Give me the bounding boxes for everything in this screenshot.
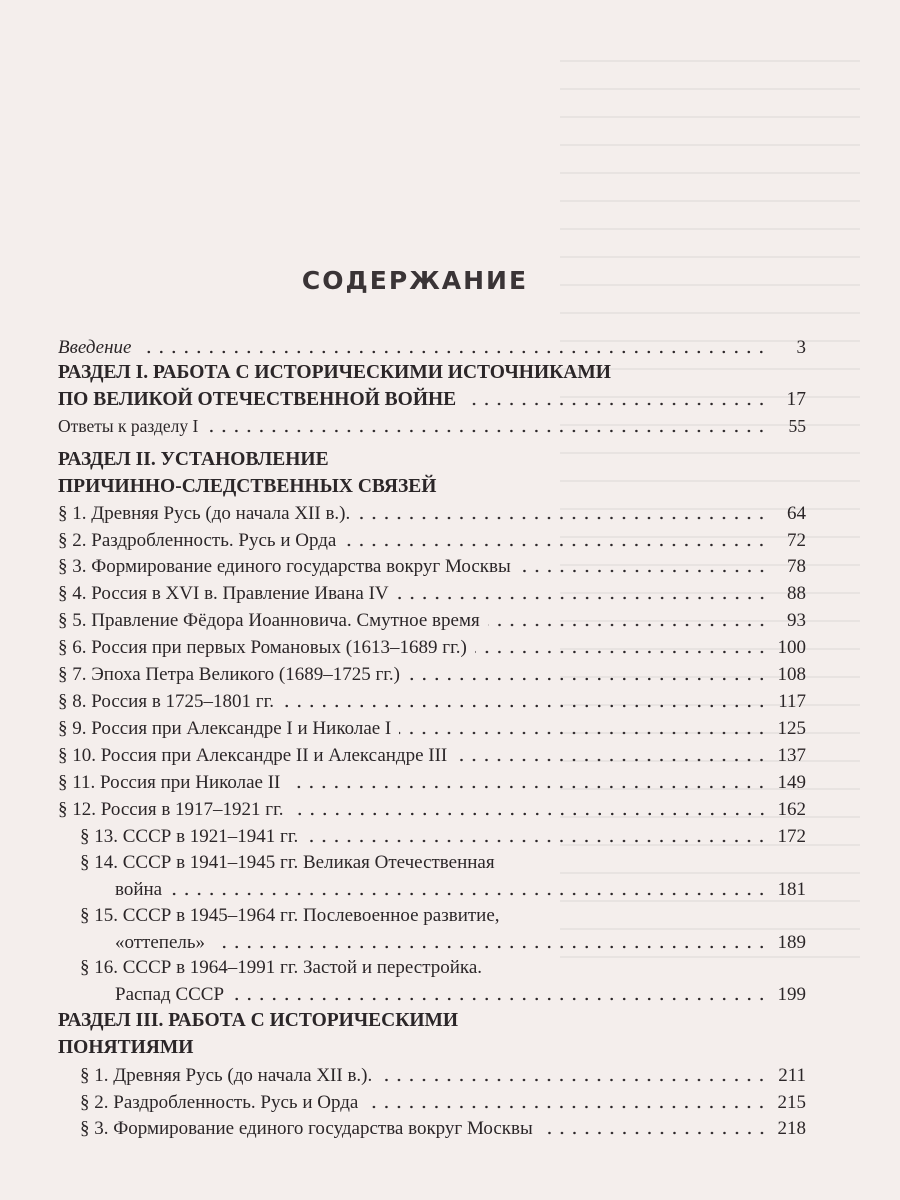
dot-leader: [139, 350, 768, 354]
toc-entry-title: РАЗДЕЛ I. РАБОТА С ИСТОРИЧЕСКИМИ ИСТОЧНИКАМИ: [58, 362, 611, 383]
page-number: 93: [787, 610, 806, 631]
page-number: 125: [777, 718, 806, 739]
toc-entry-title: § 6. Россия при первых Романовых (1613–1689 гг.): [58, 637, 467, 658]
toc-entry: [58, 334, 806, 361]
page-number: 72: [787, 530, 806, 551]
page-number: 100: [777, 637, 806, 658]
page-number: 211: [778, 1065, 806, 1086]
toc-entry: [58, 715, 806, 742]
page-number: 78: [787, 556, 806, 577]
page-number: 64: [787, 503, 806, 524]
toc-entry-title: § 15. СССР в 1945–1964 гг. Послевоенное развитие,: [80, 905, 500, 926]
toc-entry-title: § 1. Древняя Русь (до начала XII в.).: [80, 1065, 373, 1086]
toc-entry-title: § 3. Формирование единого государства вокруг Москвы: [58, 556, 511, 577]
toc-entry: [80, 1062, 806, 1089]
toc-entry-title: Введение: [58, 337, 132, 358]
page-number: 199: [777, 983, 806, 1005]
toc-entry-title: § 2. Раздробленность. Русь и Орда: [80, 1092, 359, 1113]
toc-entry: [80, 1115, 806, 1142]
dot-leader: [488, 623, 768, 627]
dot-leader: [232, 997, 768, 1001]
toc-entry: [80, 823, 806, 850]
dot-leader: [358, 516, 768, 520]
toc-entry-title: ПО ВЕЛИКОЙ ОТЕЧЕСТВЕННОЙ ВОЙНЕ: [58, 388, 457, 410]
page-number: 117: [778, 691, 806, 712]
page-title: СОДЕРЖАНИЕ: [301, 266, 529, 295]
toc-entry-title: § 12. Россия в 1917–1921 гг.: [58, 799, 284, 820]
toc-entry: [58, 580, 806, 607]
toc-entry-title: § 5. Правление Фёдора Иоанновича. Смутное время: [58, 610, 480, 631]
toc-entry-title: § 11. Россия при Николае II: [58, 772, 281, 793]
dot-leader: [399, 731, 768, 735]
page-number: 172: [777, 826, 806, 847]
toc-entry: [80, 902, 806, 929]
dot-leader: [366, 1105, 768, 1109]
page-number: 162: [777, 799, 806, 820]
toc-entry: [58, 527, 806, 554]
toc-entry: [115, 876, 806, 903]
dot-leader: [292, 812, 768, 816]
toc-entry: [115, 981, 806, 1008]
toc-entry-title: «оттепель»: [115, 931, 206, 953]
toc-entry: [58, 1007, 806, 1034]
dot-leader: [288, 785, 768, 789]
dot-leader: [206, 429, 768, 433]
toc-entry: [58, 1034, 806, 1061]
page-number: 108: [777, 664, 806, 685]
toc-entry-title: РАЗДЕЛ III. РАБОТА С ИСТОРИЧЕСКИМИ: [58, 1010, 459, 1031]
dot-leader: [455, 758, 768, 762]
dot-leader: [380, 1078, 768, 1082]
toc-entry: [58, 473, 806, 500]
toc-entry-title: § 4. Россия в XVI в. Правление Ивана IV: [58, 583, 389, 604]
toc-entry: [58, 769, 806, 796]
toc-entry: [58, 796, 806, 823]
toc-entry-title: Распад СССР: [115, 983, 225, 1005]
toc-entry: [58, 553, 806, 580]
toc-entry: [80, 1089, 806, 1116]
toc-entry-title: ПРИЧИННО-СЛЕДСТВЕННЫХ СВЯЗЕЙ: [58, 475, 437, 497]
dot-leader: [282, 704, 768, 708]
page-number: 149: [777, 772, 806, 793]
page-number: 189: [777, 931, 806, 953]
page-number: 215: [777, 1092, 806, 1113]
toc-entry: [58, 500, 806, 527]
toc-entry-title: § 8. Россия в 1725–1801 гг.: [58, 691, 275, 712]
dot-leader: [408, 677, 768, 681]
dot-leader: [170, 892, 768, 896]
page-number: 218: [777, 1118, 806, 1139]
toc-entry-title: § 9. Россия при Александре I и Николае I: [58, 718, 392, 739]
toc-entry: [58, 661, 806, 688]
toc-entry-title: § 10. Россия при Александре II и Александре III: [58, 745, 448, 766]
toc-entry-title: РАЗДЕЛ II. УСТАНОВЛЕНИЕ: [58, 449, 329, 470]
toc-entry-title: § 2. Раздробленность. Русь и Орда: [58, 530, 337, 551]
dot-leader: [475, 650, 768, 654]
dot-leader: [397, 596, 768, 600]
dot-leader: [344, 543, 768, 547]
toc-entry-title: § 3. Формирование единого государства вокруг Москвы: [80, 1118, 533, 1139]
toc-entry-title: § 1. Древняя Русь (до начала XII в.).: [58, 503, 351, 524]
toc-entry-title: § 14. СССР в 1941–1945 гг. Великая Отечественная: [80, 852, 495, 873]
toc-entry: [58, 634, 806, 661]
toc-entry-title: война: [115, 878, 163, 900]
dot-leader: [306, 839, 768, 843]
toc-entry: [80, 954, 806, 981]
page-number: 88: [787, 583, 806, 604]
page-number: 17: [786, 388, 806, 410]
toc-entry: [115, 929, 806, 956]
toc-entry: [58, 386, 806, 413]
toc-entry-title: Ответы к разделу I: [58, 416, 199, 436]
page-number: 3: [796, 337, 806, 358]
page-number: 55: [788, 416, 806, 436]
dot-leader: [541, 1131, 768, 1135]
toc-entry: [58, 359, 806, 386]
dot-leader: [519, 569, 768, 573]
toc-entry: [80, 849, 806, 876]
toc-entry-title: § 13. СССР в 1921–1941 гг.: [80, 826, 299, 847]
page-number: 181: [777, 878, 806, 900]
toc-entry-title: § 7. Эпоха Петра Великого (1689–1725 гг.): [58, 664, 400, 685]
toc-entry: [58, 688, 806, 715]
toc-entry: [58, 413, 806, 440]
toc-entry-title: § 16. СССР в 1964–1991 гг. Застой и перестройка.: [80, 957, 483, 978]
toc-entry: [58, 742, 806, 769]
toc-entry: [58, 607, 806, 634]
toc-entry-title: ПОНЯТИЯМИ: [58, 1036, 194, 1058]
dot-leader: [464, 402, 768, 406]
toc-entry: [58, 446, 806, 473]
dot-leader: [213, 945, 768, 949]
page-number: 137: [777, 745, 806, 766]
